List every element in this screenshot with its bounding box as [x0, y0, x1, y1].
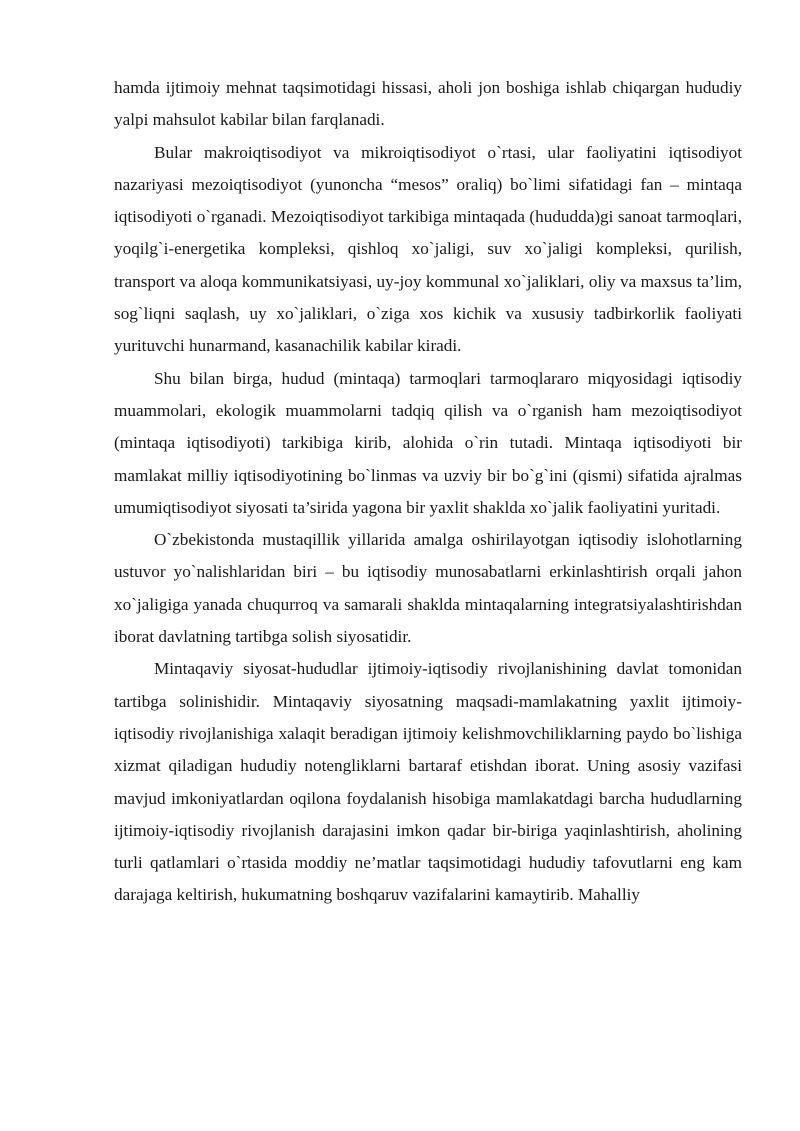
- document-page: [114, 72, 742, 912]
- paragraph-2: Bular makroiqtisodiyot va mikroiqtisodiyot o`rtasi, ular faoliyatini iqtisodiyot nazariyasi mezoiqtisodiyot (yunoncha “mesos” oraliq) bo`limi sifatidagi fan – mintaqa iqtisodiyoti o`rganadi. Mezoiqtisodiyot tarkibiga mintaqada (hududda)gi sanoat tarmoqlari, yoqilg`i-energetika kompleksi, qishloq xo`jaligi, suv xo`jaligi kompleksi, qurilish, transport va aloqa kommunikatsiyasi, uy-joy kommunal xo`jaliklari, oliy va maxsus ta’lim, sog`liqni saqlash, uy xo`jaliklari, o`ziga xos kichik va xususiy tadbirkorlik faoliyati yurituvchi hunarmand, kasanachilik kabilar kiradi.: [114, 142, 742, 356]
- paragraph-1: hamda ijtimoiy mehnat taqsimotidagi hissasi, aholi jon boshiga ishlab chiqargan hududiy yalpi mahsulot kabilar bilan farqlanadi.: [114, 78, 742, 130]
- paragraph-4: O`zbekistonda mustaqillik yillarida amalga oshirilayotgan iqtisodiy islohotlarning ustuvor yo`nalishlaridan biri – bu iqtisodiy munosabatlarni erkinlashtirish orqali jahon xo`jaligiga yanada chuqurroq va samarali shaklda mintaqalarning integratsiyalashtirishdan iborat davlatning tartibga solish siyosatidir.: [114, 530, 742, 647]
- paragraph-5: Mintaqaviy siyosat-hududlar ijtimoiy-iqtisodiy rivojlanishining davlat tomonidan tartibga solinishidir. Mintaqaviy siyosatning maqsadi-mamlakatning yaxlit ijtimoiy-iqtisodiy rivojlanishiga xalaqit beradigan ijtimoiy kelishmovchiliklarning paydo bo`lishiga xizmat qiladigan hududiy notengliklarni bartaraf etishdan iborat. Uning asosiy vazifasi mavjud imkoniyatlardan oqilona foydalanish hisobiga mamlakatdagi barcha hududlarning ijtimoiy-iqtisodiy rivojlanish darajasini imkon qadar bir-biriga yaqinlashtirish, aholining turli qatlamlari o`rtasida moddiy ne’matlar taqsimotidagi hududiy tafovutlarni eng kam darajaga keltirish, hukumatning boshqaruv vazifalarini kamaytirib. Mahalliy: [114, 659, 742, 905]
- paragraph-3: Shu bilan birga, hudud (mintaqa) tarmoqlari tarmoqlararo miqyosidagi iqtisodiy muammolari, ekologik muammolarni tadqiq qilish va o`rganish ham mezoiqtisodiyot (mintaqa iqtisodiyoti) tarkibiga kirib, alohida o`rin tutadi. Mintaqa iqtisodiyoti bir mamlakat milliy iqtisodiyotining bo`linmas va uzviy bir bo`g`ini (qismi) sifatida ajralmas umumiqtisodiyot siyosati ta’sirida yagona bir yaxlit shaklda xo`jalik faoliyatini yuritadi.: [114, 368, 742, 517]
